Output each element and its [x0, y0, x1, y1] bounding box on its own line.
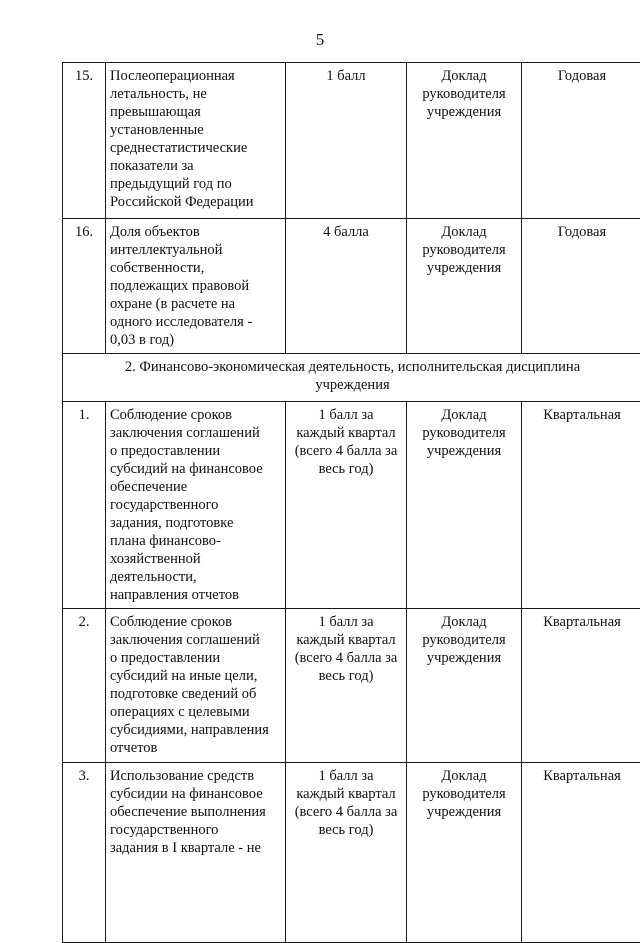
criterion-text: Послеоперационная летальность, не превышающая установленные среднестатистические показатели за предыдущий год по Российской Федерации — [110, 68, 254, 210]
criterion-text: Использование средств субсидии на финансовое обеспечение выполнения государственного задания в I квартале - не — [110, 768, 266, 856]
score-text: 1 балл за каждый квартал (всего 4 балла за весь год) — [295, 407, 398, 477]
row-number: 1. — [63, 402, 106, 609]
report-text: Доклад руководителя учреждения — [422, 224, 505, 276]
criterion-report — [407, 763, 522, 943]
row-number: 15. — [63, 63, 106, 219]
criterion-name — [106, 63, 286, 219]
criterion-period: Квартальная — [522, 763, 640, 943]
criterion-period: Годовая — [522, 63, 640, 219]
criterion-score — [286, 219, 407, 354]
criterion-period: Квартальная — [522, 609, 640, 763]
criterion-report — [407, 609, 522, 763]
row-number: 2. — [63, 609, 106, 763]
report-text: Доклад руководителя учреждения — [422, 768, 505, 820]
score-text: 1 балл — [326, 68, 365, 84]
section-heading — [63, 354, 640, 402]
page-number: 5 — [0, 30, 640, 50]
score-text: 4 балла — [323, 224, 369, 240]
report-text: Доклад руководителя учреждения — [422, 68, 505, 120]
criterion-report — [407, 219, 522, 354]
score-text: 1 балл за каждый квартал (всего 4 балла за весь год) — [295, 614, 398, 684]
report-text: Доклад руководителя учреждения — [422, 407, 505, 459]
section-row — [63, 354, 640, 402]
table-row — [63, 219, 640, 354]
criterion-name — [106, 402, 286, 609]
table-row — [63, 402, 640, 609]
criteria-table — [62, 62, 640, 943]
table-row — [63, 63, 640, 219]
criterion-report — [407, 63, 522, 219]
criterion-name — [106, 219, 286, 354]
row-number: 16. — [63, 219, 106, 354]
criterion-score — [286, 763, 407, 943]
criterion-text: Доля объектов интеллектуальной собственности, подлежащих правовой охране (в расчете на одного исследователя - 0,03 в год) — [110, 224, 252, 348]
section-title: 2. Финансово-экономическая деятельность, исполнительская дисциплина учреждения — [125, 359, 580, 393]
criterion-name — [106, 609, 286, 763]
table-row — [63, 609, 640, 763]
report-text: Доклад руководителя учреждения — [422, 614, 505, 666]
criterion-score — [286, 609, 407, 763]
criterion-period: Квартальная — [522, 402, 640, 609]
criterion-score — [286, 63, 407, 219]
table-row — [63, 763, 640, 943]
criterion-period: Годовая — [522, 219, 640, 354]
criterion-report — [407, 402, 522, 609]
row-number: 3. — [63, 763, 106, 943]
score-text: 1 балл за каждый квартал (всего 4 балла за весь год) — [295, 768, 398, 838]
criterion-score — [286, 402, 407, 609]
criterion-text: Соблюдение сроков заключения соглашений о предоставлении субсидий на иные цели, подготовке сведений об операциях с целевыми субсидиями, направления отчетов — [110, 614, 269, 756]
criterion-name — [106, 763, 286, 943]
criterion-text: Соблюдение сроков заключения соглашений о предоставлении субсидий на финансовое обеспечение государственного задания, подготовке плана финансово- хозяйственной деятельности, направления отчетов — [110, 407, 263, 603]
